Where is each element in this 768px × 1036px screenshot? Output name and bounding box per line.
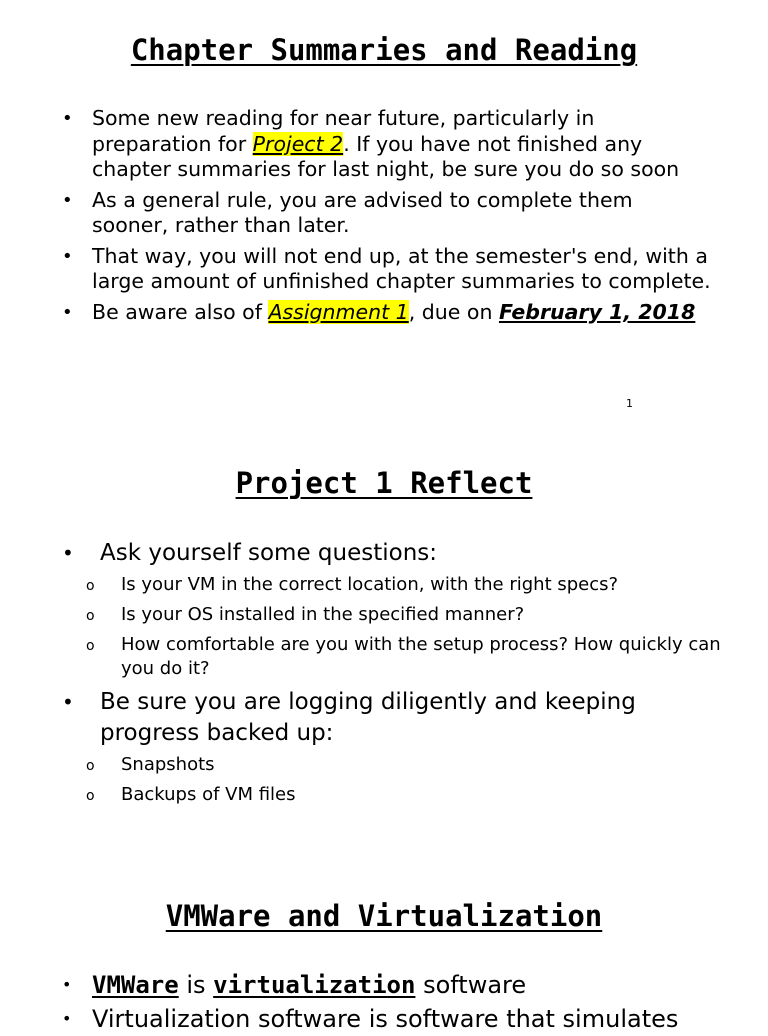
bullet-text: , due on (408, 299, 499, 324)
sub-list-container (62, 573, 722, 681)
sub-bullet-text: Backups of VM files (121, 784, 296, 805)
sub-bullet-icon: o (86, 608, 95, 624)
sub-list-item (62, 633, 722, 681)
sub-list-item (62, 573, 722, 597)
bullet-text: . If you have not finished any chapter summaries for last night, be sure you do so soon (92, 131, 680, 181)
sub-list-item (62, 783, 722, 807)
bullet-text: Be aware also of (92, 299, 269, 324)
bullet-icon: • (62, 108, 73, 129)
sub-bullet-text: Is your VM in the correct location, with the right specs? (121, 574, 619, 595)
list-item (62, 244, 712, 295)
bullet-icon: • (62, 301, 73, 323)
sub-bullet-icon: o (86, 788, 95, 804)
sub-bullet-icon: o (86, 578, 95, 594)
vmware-term: VMWare (92, 971, 179, 999)
slide-title-text: Chapter Summaries and Reading (130, 33, 638, 67)
sub-list-item (62, 603, 722, 627)
project-2-link[interactable]: Project 2 (252, 131, 344, 156)
slide-title (0, 898, 768, 934)
bullet-icon: • (62, 975, 72, 994)
slide-title-text: Project 1 Reflect (235, 466, 533, 500)
bullet-list (62, 106, 712, 330)
sub-bullet-text: How comfortable are you with the setup process? How quickly can you do it? (121, 634, 721, 679)
due-date: February 1, 2018 (498, 299, 696, 324)
bullet-list (62, 538, 722, 813)
slide-title (0, 32, 768, 68)
bullet-text: Some new reading for near future, particularly in preparation for (92, 106, 595, 156)
list-item (62, 300, 712, 326)
list-item (62, 188, 712, 239)
bullet-text: Ask yourself some questions: (100, 540, 438, 566)
sub-bullet-list (62, 753, 722, 807)
sub-bullet-icon: o (86, 758, 95, 774)
bullet-icon: • (62, 541, 74, 565)
bullet-text: is (178, 971, 214, 999)
sub-list-item (62, 753, 722, 777)
bullet-icon: • (62, 189, 73, 211)
bullet-text: That way, you will not end up, at the semester's end, with a large amount of unfinished chapter summaries to complete. (92, 243, 711, 293)
list-item (62, 687, 722, 749)
bullet-text: Be sure you are logging diligently and keeping progress backed up: (100, 689, 636, 746)
assignment-1-link[interactable]: Assignment 1 (268, 299, 409, 324)
bullet-list (62, 968, 742, 1036)
sub-bullet-text: Is your OS installed in the specified manner? (121, 604, 525, 625)
virtualization-term: virtualization (213, 971, 416, 999)
list-item (62, 538, 722, 569)
sub-bullet-icon: o (86, 638, 95, 654)
list-item (62, 968, 742, 1002)
slide-title (0, 465, 768, 501)
bullet-icon: • (62, 1009, 72, 1028)
list-item (62, 106, 712, 183)
sub-bullet-text: Snapshots (121, 754, 215, 775)
sub-list-container (62, 753, 722, 807)
slide-title-text: VMWare and Virtualization (165, 899, 603, 933)
bullet-text: As a general rule, you are advised to complete them sooner, rather than later. (92, 187, 633, 237)
list-item (62, 1002, 742, 1036)
sub-bullet-list (62, 573, 722, 681)
bullet-icon: • (62, 245, 73, 267)
bullet-text: Virtualization software is software that simulates (92, 1005, 679, 1033)
bullet-text: software (415, 971, 527, 999)
page-number: 1 (626, 397, 633, 410)
bullet-icon: • (62, 690, 74, 714)
